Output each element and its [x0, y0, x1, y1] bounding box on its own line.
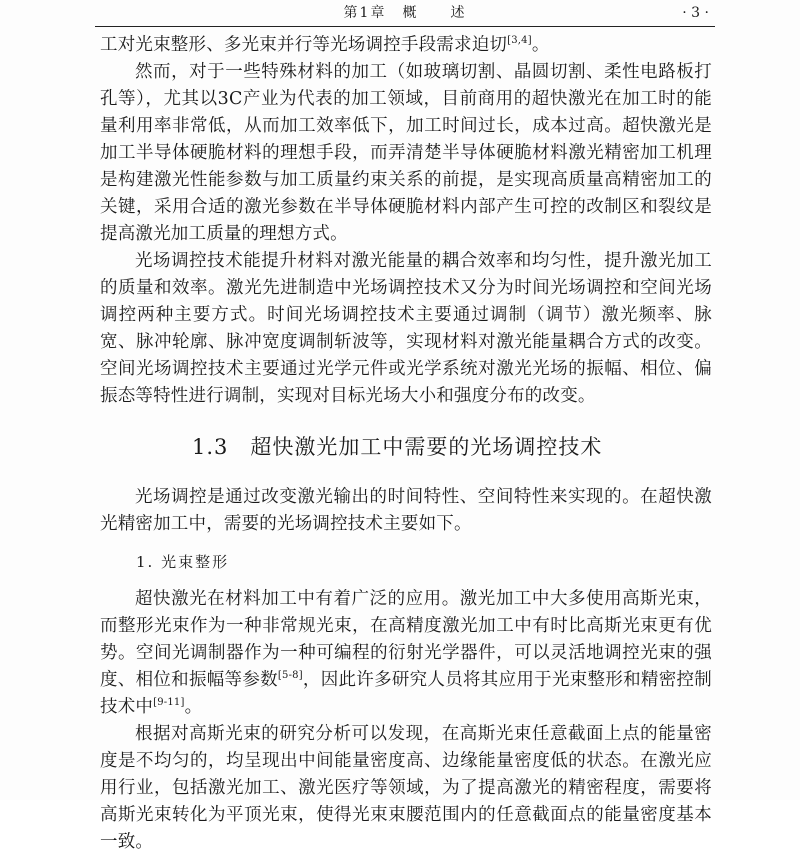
section-intro-paragraph: 光场调控是通过改变激光输出的时间特性、空间特性来实现的。在超快激光精密加工中，需要的光场调控技术主要如下。	[100, 487, 712, 534]
citation-ref: [5-8]	[277, 670, 303, 681]
section-number: 1.3	[192, 435, 229, 459]
section-title-text: 超快激光加工中需要的光场调控技术	[250, 435, 603, 459]
paragraph-tail: 。	[531, 35, 550, 55]
paragraph-tail: 。	[184, 697, 203, 717]
section-heading	[100, 433, 712, 461]
page-number: · 3 ·	[682, 5, 709, 21]
paragraph-gaussian-beam: 根据对高斯光束的研究分析可以发现，在高斯光束任意截面上点的能量密度是不均匀的，均呈现出中间能量密度高、边缘能量密度低的状态。在激光应用行业，包括激光加工、激光医疗等领域，为了提高激光的精密程度，需要将高斯光束转化为平顶光束，使得光束束腰范围内的任意截面点的能量密度基本一致。	[100, 724, 712, 852]
paragraph-text: 超快激光在材料加工中有着广泛的应用。激光加工中大多使用高斯光束，而整形光束作为一种非常规光束，在高精度激光加工中有时比高斯光束更有优势。空间光调制器作为一种可编程的衍射光学器件，可以灵活地调控光束的强度、相位和振幅等参数	[100, 589, 712, 690]
body-text	[100, 32, 712, 856]
paragraph-continued	[100, 32, 712, 59]
paragraph-text: ，因此许多研究人员将其应用于光束整形和精密控制技术中	[100, 670, 712, 717]
chapter-title: 第1章 概 述	[343, 5, 467, 21]
paragraph-light-field-control: 光场调控技术能提升材料对激光能量的耦合效率和均匀性，提升激光加工的质量和效率。激光先进制造中光场调控技术又分为时间光场调控和空间光场调控两种主要方式。时间光场调控技术主要通过调制（调节）激光频率、脉宽、脉冲轮廓、脉冲宽度调制斩波等，实现材料对激光能量耦合方式的改变。空间光场调控技术主要通过光学元件或光学系统对激光光场的振幅、相位、偏振态等特性进行调制，实现对目标光场大小和强度分布的改变。	[100, 251, 712, 406]
paragraph-special-materials: 然而，对于一些特殊材料的加工（如玻璃切割、晶圆切割、柔性电路板打孔等），尤其以3C产业为代表的加工领域，目前商用的超快激光在加工时的能量利用率非常低，从而加工效率低下，加工时间过长，成本过高。超快激光是加工半导体硬脆材料的理想手段，而弄清楚半导体硬脆材料激光精密加工机理是构建激光性能参数与加工质量约束关系的前提，是实现高质量高精密加工的关键，采用合适的激光参数在半导体硬脆材料内部产生可控的改制区和裂纹是提高激光加工质量的理想方式。	[100, 62, 712, 244]
citation-ref: [9-11]	[153, 697, 185, 708]
subsection-heading: 1. 光束整形	[136, 553, 230, 571]
paragraph-text: 工对光束整形、多光束并行等光场调控手段需求迫切	[100, 35, 508, 55]
paragraph-beam-shaping	[100, 586, 712, 721]
citation-ref: [3,4]	[507, 35, 532, 46]
running-header	[95, 0, 715, 27]
